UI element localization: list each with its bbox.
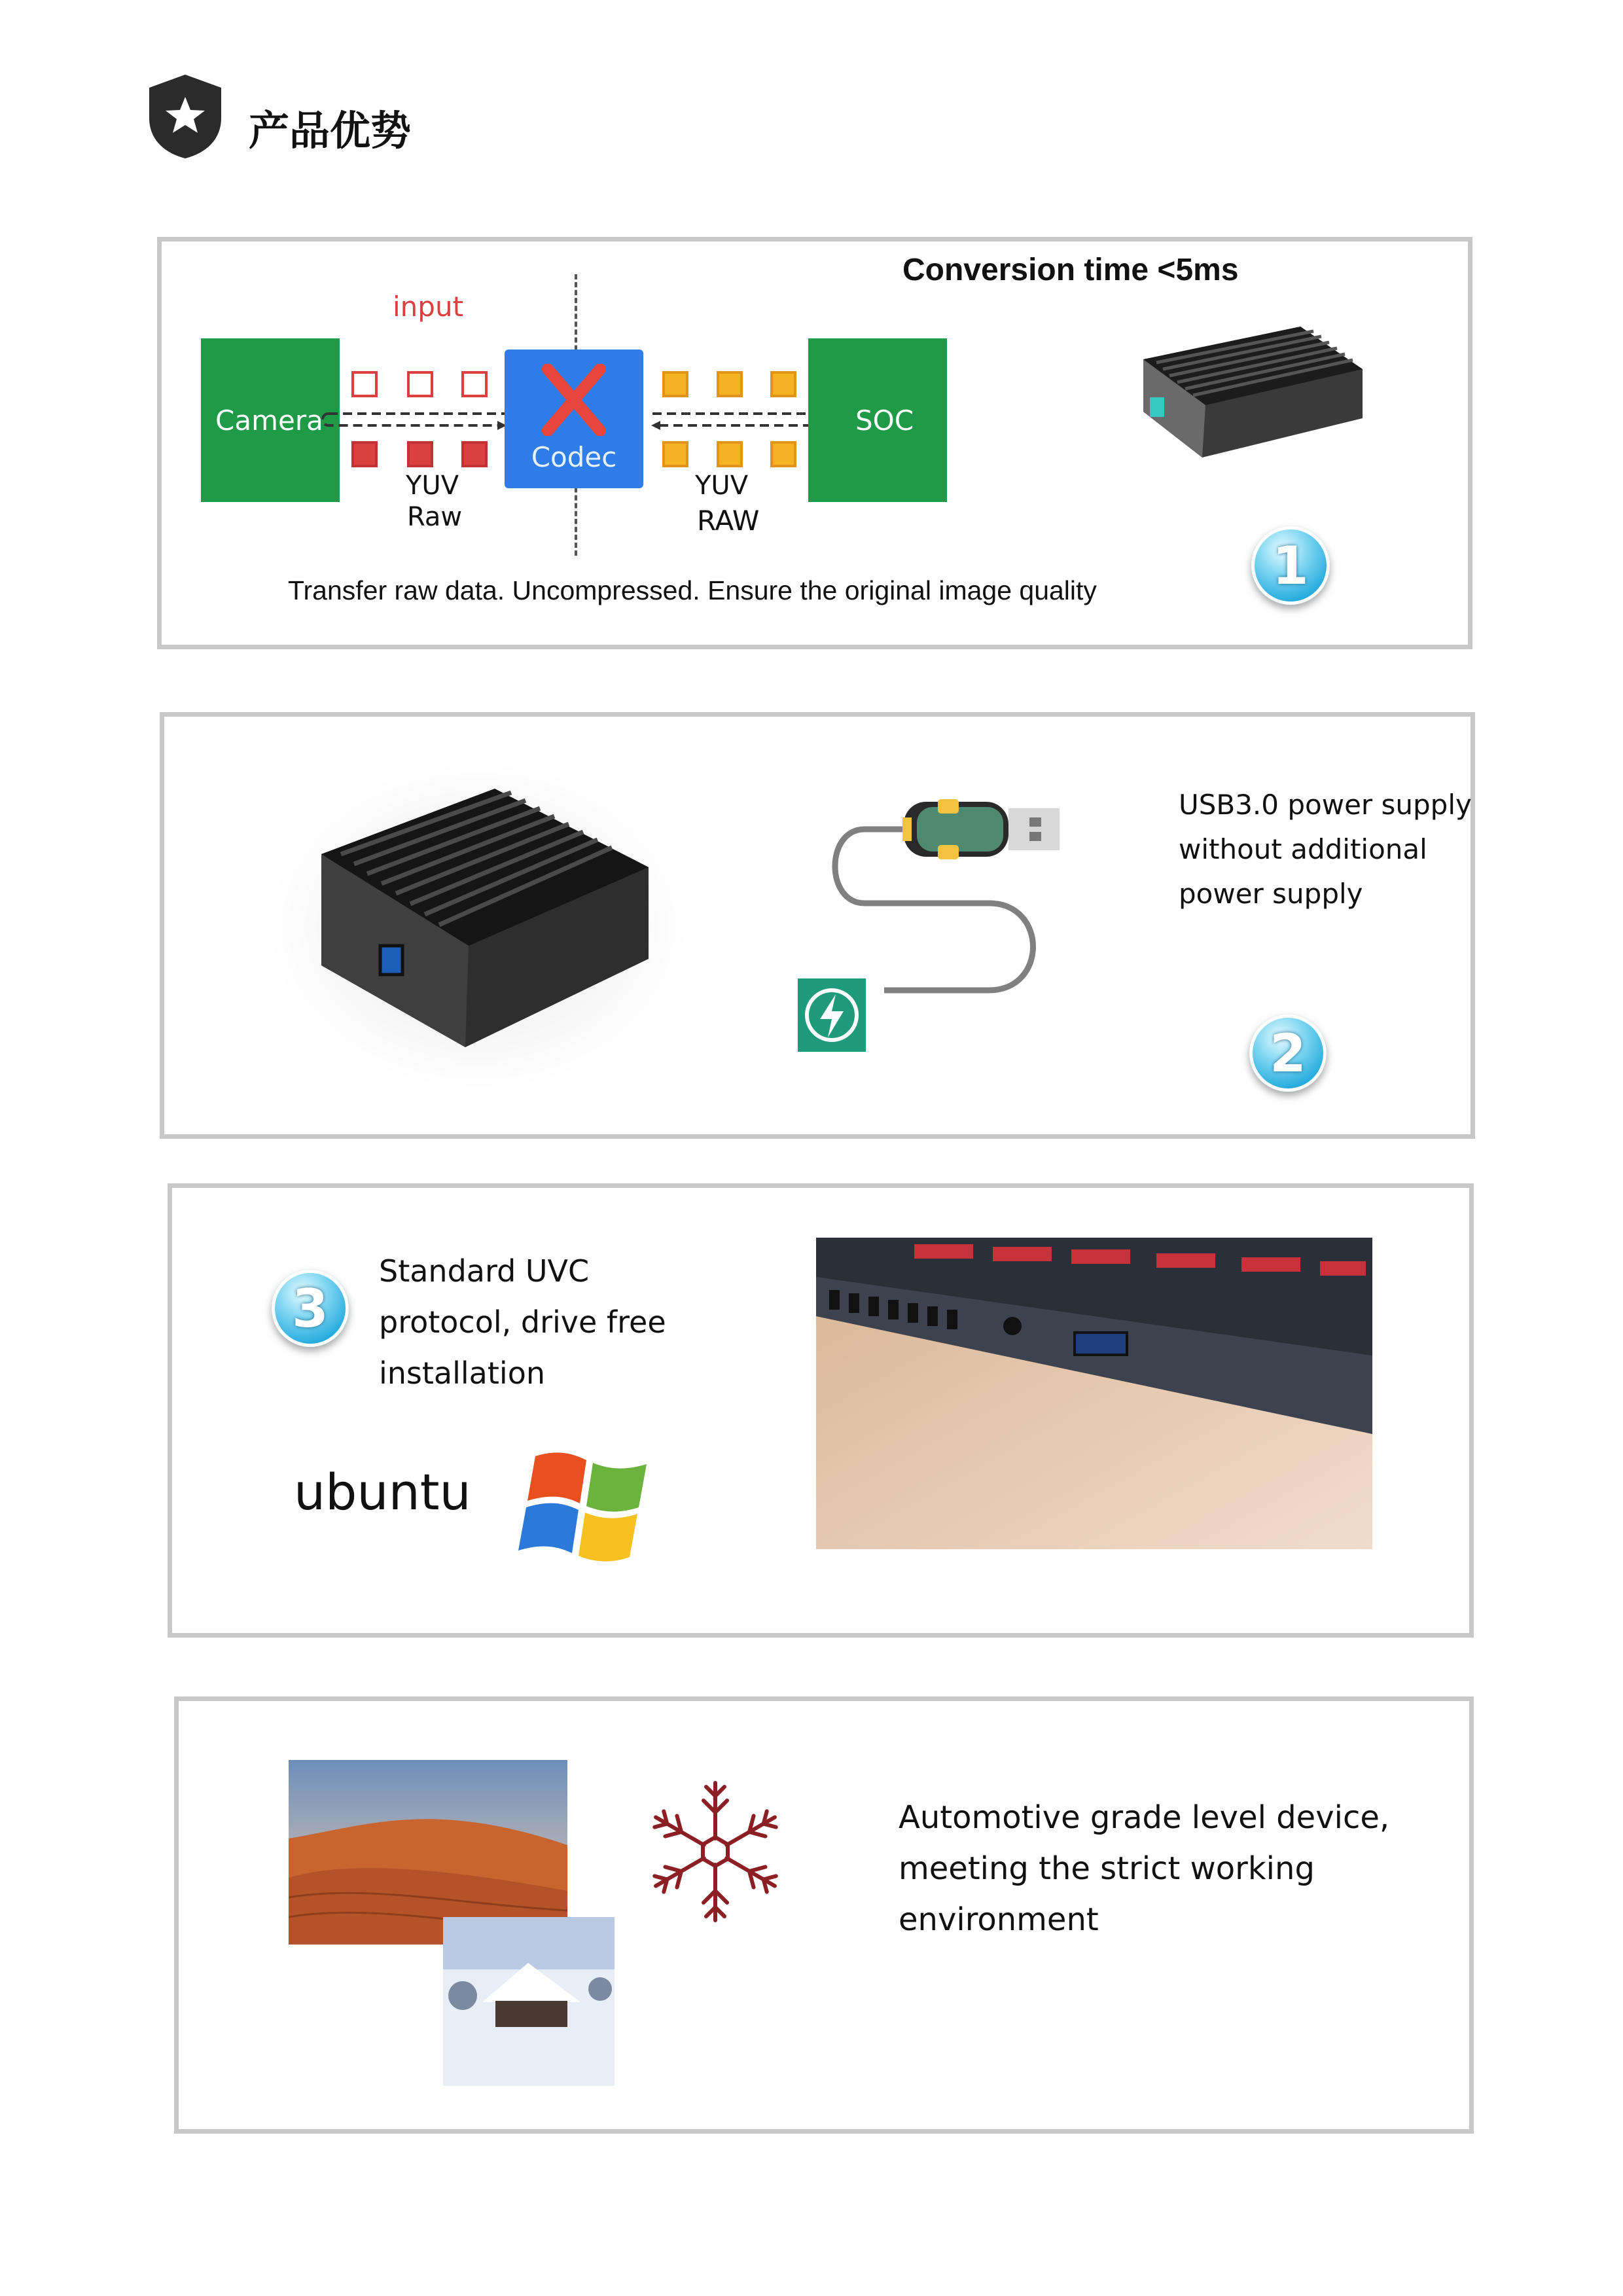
page-title: 产品优势 <box>249 107 412 154</box>
output-frame <box>662 371 688 397</box>
panel3-text-line2: protocol, drive free <box>379 1304 666 1340</box>
snow-photo <box>443 1917 615 2086</box>
output-frame <box>662 441 688 467</box>
feature-panel-4 <box>174 1696 1474 2134</box>
number-badge-3: 3 <box>272 1270 349 1347</box>
number-badge-1: 1 <box>1251 526 1330 605</box>
panel4-text-line3: environment <box>899 1901 1099 1938</box>
feature-panel-3 <box>168 1183 1474 1638</box>
shield-star-icon <box>145 72 225 161</box>
panel4-text-line1: Automotive grade level device, <box>899 1799 1390 1836</box>
codec-label: Codec <box>531 441 617 473</box>
panel3-text-line3: installation <box>379 1355 545 1391</box>
ubuntu-logo: ubuntu <box>294 1463 471 1521</box>
panel2-text-line1: USB3.0 power supply <box>1179 789 1472 821</box>
soc-label: SOC <box>855 404 914 437</box>
snowflake-icon <box>637 1773 794 1930</box>
left-arrows <box>315 408 512 441</box>
codec-box <box>505 350 643 488</box>
left-format-raw: Raw <box>407 502 463 532</box>
number-badge-2: 2 <box>1249 1014 1327 1092</box>
panel3-text-line1: Standard UVC <box>379 1253 590 1289</box>
input-frame <box>351 371 378 397</box>
right-format-raw: RAW <box>697 505 760 537</box>
input-frame <box>461 371 488 397</box>
right-arrows <box>646 408 829 441</box>
windows-logo-icon <box>516 1443 666 1574</box>
laptop-usb-port-photo <box>816 1238 1372 1549</box>
camera-label: Camera <box>215 404 323 437</box>
feature-panel-1 <box>157 237 1472 649</box>
left-format-yuv: YUV <box>406 471 459 501</box>
panel4-text-line2: meeting the strict working <box>899 1850 1315 1887</box>
input-label: input <box>393 291 464 323</box>
power-bolt-icon <box>798 978 866 1052</box>
output-frame <box>717 441 743 467</box>
panel2-text-line3: power supply <box>1179 878 1363 910</box>
feature-panel-2 <box>160 712 1475 1139</box>
conversion-time-headline: Conversion time <5ms <box>902 253 1239 287</box>
right-format-yuv: YUV <box>695 471 749 501</box>
device-image <box>1130 314 1379 477</box>
panel1-caption: Transfer raw data. Uncompressed. Ensure the original image quality <box>288 575 1097 605</box>
soc-box <box>808 338 947 502</box>
input-frame-filled <box>351 441 378 467</box>
input-frame-filled <box>461 441 488 467</box>
panel2-text-line2: without additional <box>1179 833 1427 865</box>
output-frame <box>770 441 796 467</box>
input-frame-filled <box>407 441 433 467</box>
output-frame <box>717 371 743 397</box>
x-mark-icon <box>541 364 607 436</box>
device-image-large <box>269 749 688 1090</box>
output-frame <box>770 371 796 397</box>
input-frame <box>407 371 433 397</box>
